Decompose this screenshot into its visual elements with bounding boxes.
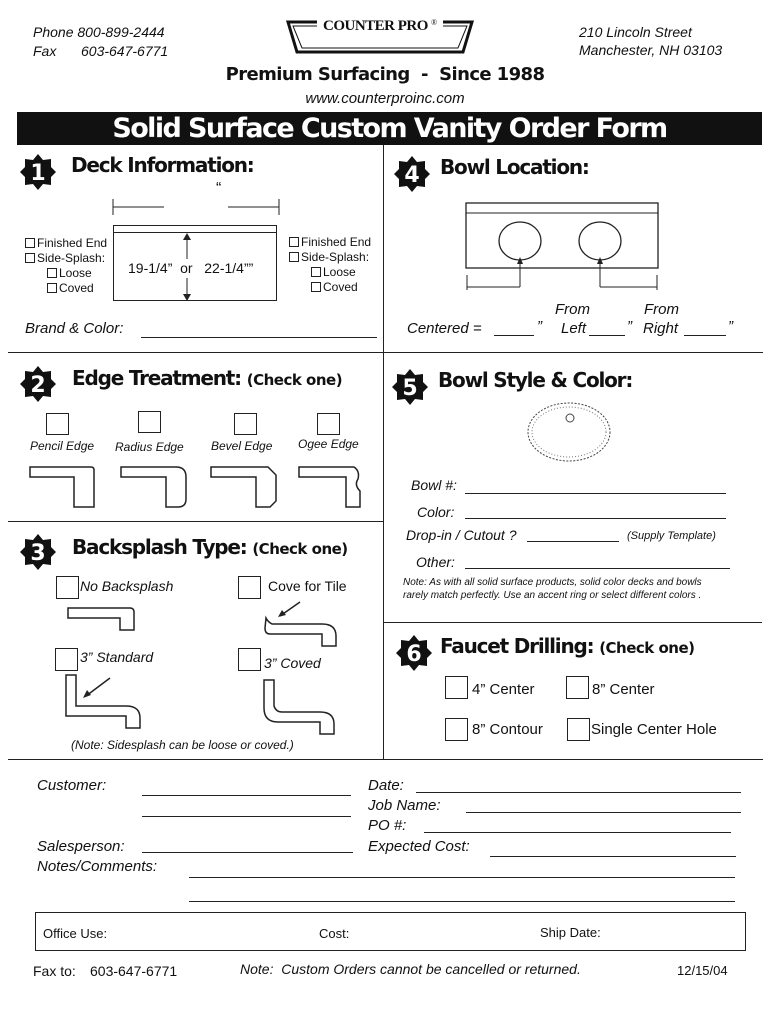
backsplash-title-row: [72, 535, 348, 559]
left-finished-end[interactable]: [25, 236, 107, 251]
backsplash-title: Backsplash Type:: [72, 535, 247, 559]
bowl-location-diagram: [462, 200, 662, 295]
row-divider-left: [8, 521, 384, 522]
edge-check-note: (Check one): [246, 371, 343, 389]
deck-title: Deck Information:: [71, 153, 254, 177]
faucet-title-row: [440, 634, 695, 658]
logo-registered-mark: ®: [431, 18, 438, 27]
phone-number: Phone 800-899-2444: [33, 24, 165, 40]
section-4-badge: [393, 155, 431, 193]
checkbox[interactable]: [25, 238, 35, 248]
bowl-color-field[interactable]: [465, 518, 726, 519]
brand-color-label: Brand & Color:: [25, 320, 124, 337]
date-field[interactable]: [416, 792, 741, 793]
address-line2: Manchester, NH 03103: [579, 42, 723, 58]
right-field[interactable]: [684, 335, 726, 336]
cove-for-tile-checkbox[interactable]: [238, 576, 261, 599]
bowl-location-title: Bowl Location:: [440, 155, 589, 179]
bowl-color-label: Color:: [417, 504, 455, 520]
row-divider-1: [8, 352, 763, 353]
fax-label: Fax: [33, 43, 57, 59]
footer-date: 12/15/04: [677, 963, 728, 978]
section-2-number: 2: [30, 373, 46, 398]
deck-width-mark: “: [216, 180, 222, 197]
faucet-8-center-label: 8” Center: [592, 681, 655, 698]
checkbox[interactable]: [47, 283, 57, 293]
left-finished-end-label: Finished End: [37, 236, 108, 250]
footer-note: Note: Custom Orders cannot be cancelled or returned.: [240, 961, 581, 977]
row-divider-2: [8, 759, 763, 760]
faucet-4-center-label: 4” Center: [472, 681, 535, 698]
po-field[interactable]: [424, 832, 731, 833]
backsplash-profiles: [60, 600, 350, 740]
bowl-number-field[interactable]: [465, 493, 726, 494]
right-finished-end-label: Finished End: [301, 235, 372, 249]
from-right-label: From: [644, 301, 679, 318]
customer-field-2[interactable]: [142, 816, 351, 817]
deck-width-dimension: [112, 197, 280, 217]
edge-title: Edge Treatment:: [72, 366, 241, 390]
dropin-label: Drop-in / Cutout ?: [406, 527, 517, 543]
checkbox[interactable]: [311, 282, 321, 292]
radius-edge-label: Radius Edge: [115, 440, 184, 454]
backsplash-note: (Note: Sidesplash can be loose or coved.): [71, 738, 294, 752]
right-coved-label: Coved: [323, 280, 358, 294]
checkbox[interactable]: [25, 253, 35, 263]
no-backsplash-checkbox[interactable]: [56, 576, 79, 599]
left-loose-label: Loose: [59, 266, 92, 280]
expected-cost-label: Expected Cost:: [368, 838, 470, 855]
address-line1: 210 Lincoln Street: [579, 24, 692, 40]
fax-to-number: 603-647-6771: [90, 963, 178, 979]
section-3-badge: [19, 533, 57, 571]
section-6-number: 6: [406, 642, 422, 667]
salesperson-field[interactable]: [142, 852, 353, 853]
standard-backsplash-label: 3” Standard: [80, 649, 154, 665]
faucet-single-hole-label: Single Center Hole: [591, 721, 717, 738]
left-end-options: [25, 236, 107, 296]
company-logo: [285, 14, 475, 56]
right-side-splash-label: Side-Splash:: [301, 250, 370, 264]
website: www.counterproinc.com: [305, 90, 465, 107]
bevel-edge-checkbox[interactable]: [234, 413, 257, 435]
bowl-style-title: Bowl Style & Color:: [438, 368, 633, 392]
radius-edge-checkbox[interactable]: [138, 411, 161, 433]
fax-to-label: Fax to:: [33, 963, 76, 979]
checkbox[interactable]: [311, 267, 321, 277]
office-use-label: Office Use:: [43, 926, 108, 941]
faucet-single-hole-checkbox[interactable]: [567, 718, 590, 741]
date-label: Date:: [368, 777, 404, 794]
other-label: Other:: [416, 554, 455, 570]
expected-cost-field[interactable]: [490, 856, 736, 857]
left-coved[interactable]: [25, 281, 107, 296]
job-name-field[interactable]: [466, 812, 741, 813]
section-6-badge: [395, 634, 433, 672]
notes-label: Notes/Comments:: [37, 858, 158, 875]
template-note: (Supply Template): [627, 530, 716, 542]
left-label: Left: [561, 320, 587, 337]
fax-number: 603-647-6771: [81, 43, 169, 59]
centered-field[interactable]: [494, 335, 534, 336]
right-quote: ”: [728, 318, 733, 335]
customer-label: Customer:: [37, 777, 107, 794]
backsplash-check-note: (Check one): [252, 540, 348, 558]
title-banner: [17, 112, 762, 145]
bowl-icon: [524, 400, 614, 464]
form-title: Solid Surface Custom Vanity Order Form: [112, 113, 667, 144]
right-label: Right: [643, 320, 679, 337]
ship-date-label: Ship Date:: [540, 925, 601, 940]
deck-depth-text: 19-1/4” or 22-1/4””: [128, 260, 254, 276]
centered-label: Centered =: [407, 320, 482, 337]
bowl-note: Note: As with all solid surface products, solid color decks and bowls rarely match perfectly. Use an accent ring or select different colors .: [403, 577, 702, 601]
pencil-edge-checkbox[interactable]: [46, 413, 69, 435]
ogee-edge-label: Ogee Edge: [298, 437, 359, 451]
section-1-number: 1: [30, 161, 46, 186]
edge-title-row: [72, 366, 342, 390]
section-5-number: 5: [402, 376, 418, 401]
left-quote: ”: [627, 318, 632, 335]
notes-field-1[interactable]: [189, 877, 735, 878]
left-loose[interactable]: [25, 266, 107, 281]
office-use-box: [35, 912, 746, 951]
right-end-options: [289, 235, 371, 295]
ogee-edge-checkbox[interactable]: [317, 413, 340, 435]
faucet-title: Faucet Drilling:: [440, 634, 594, 658]
checkbox[interactable]: [289, 237, 299, 247]
po-label: PO #:: [368, 817, 407, 834]
faucet-8-contour-checkbox[interactable]: [445, 718, 468, 741]
left-field[interactable]: [589, 335, 625, 336]
faucet-8-contour-label: 8” Contour: [472, 721, 543, 738]
customer-field-1[interactable]: [142, 795, 351, 796]
no-backsplash-label: No Backsplash: [80, 578, 174, 594]
right-loose-label: Loose: [323, 265, 356, 279]
left-coved-label: Coved: [59, 281, 94, 295]
coved-backsplash-label: 3” Coved: [264, 655, 321, 671]
row-divider-right: [384, 622, 762, 623]
right-loose[interactable]: [289, 265, 371, 280]
logo-text: COUNTER PRO: [323, 18, 428, 34]
faucet-check-note: (Check one): [599, 639, 695, 657]
brand-color-field[interactable]: [141, 337, 377, 338]
right-side-splash[interactable]: [289, 250, 371, 265]
cove-for-tile-label: Cove for Tile: [268, 578, 347, 594]
bevel-edge-label: Bevel Edge: [211, 439, 273, 453]
other-field[interactable]: [465, 568, 730, 569]
dropin-field[interactable]: [527, 541, 619, 542]
office-cost-label: Cost:: [319, 926, 350, 941]
notes-field-2[interactable]: [189, 901, 735, 902]
tagline: Premium Surfacing - Since 1988: [225, 64, 545, 85]
salesperson-label: Salesperson:: [37, 838, 125, 855]
faucet-8-center-checkbox[interactable]: [566, 676, 589, 699]
from-left-label: From: [555, 301, 590, 318]
bowl-number-label: Bowl #:: [411, 477, 457, 493]
edge-profiles: [28, 463, 378, 513]
right-coved[interactable]: [289, 280, 371, 295]
section-1-badge: [19, 153, 57, 191]
section-3-number: 3: [30, 541, 46, 566]
job-name-label: Job Name:: [368, 797, 441, 814]
left-side-splash[interactable]: [25, 251, 107, 266]
right-finished-end[interactable]: [289, 235, 371, 250]
faucet-4-center-checkbox[interactable]: [445, 676, 468, 699]
section-5-badge: [391, 368, 429, 406]
checkbox[interactable]: [47, 268, 57, 278]
center-divider: [383, 145, 384, 759]
section-4-number: 4: [404, 163, 420, 188]
pencil-edge-label: Pencil Edge: [30, 439, 95, 453]
centered-quote: ”: [537, 318, 542, 335]
left-side-splash-label: Side-Splash:: [37, 251, 106, 265]
checkbox[interactable]: [289, 252, 299, 262]
section-2-badge: [19, 365, 57, 403]
